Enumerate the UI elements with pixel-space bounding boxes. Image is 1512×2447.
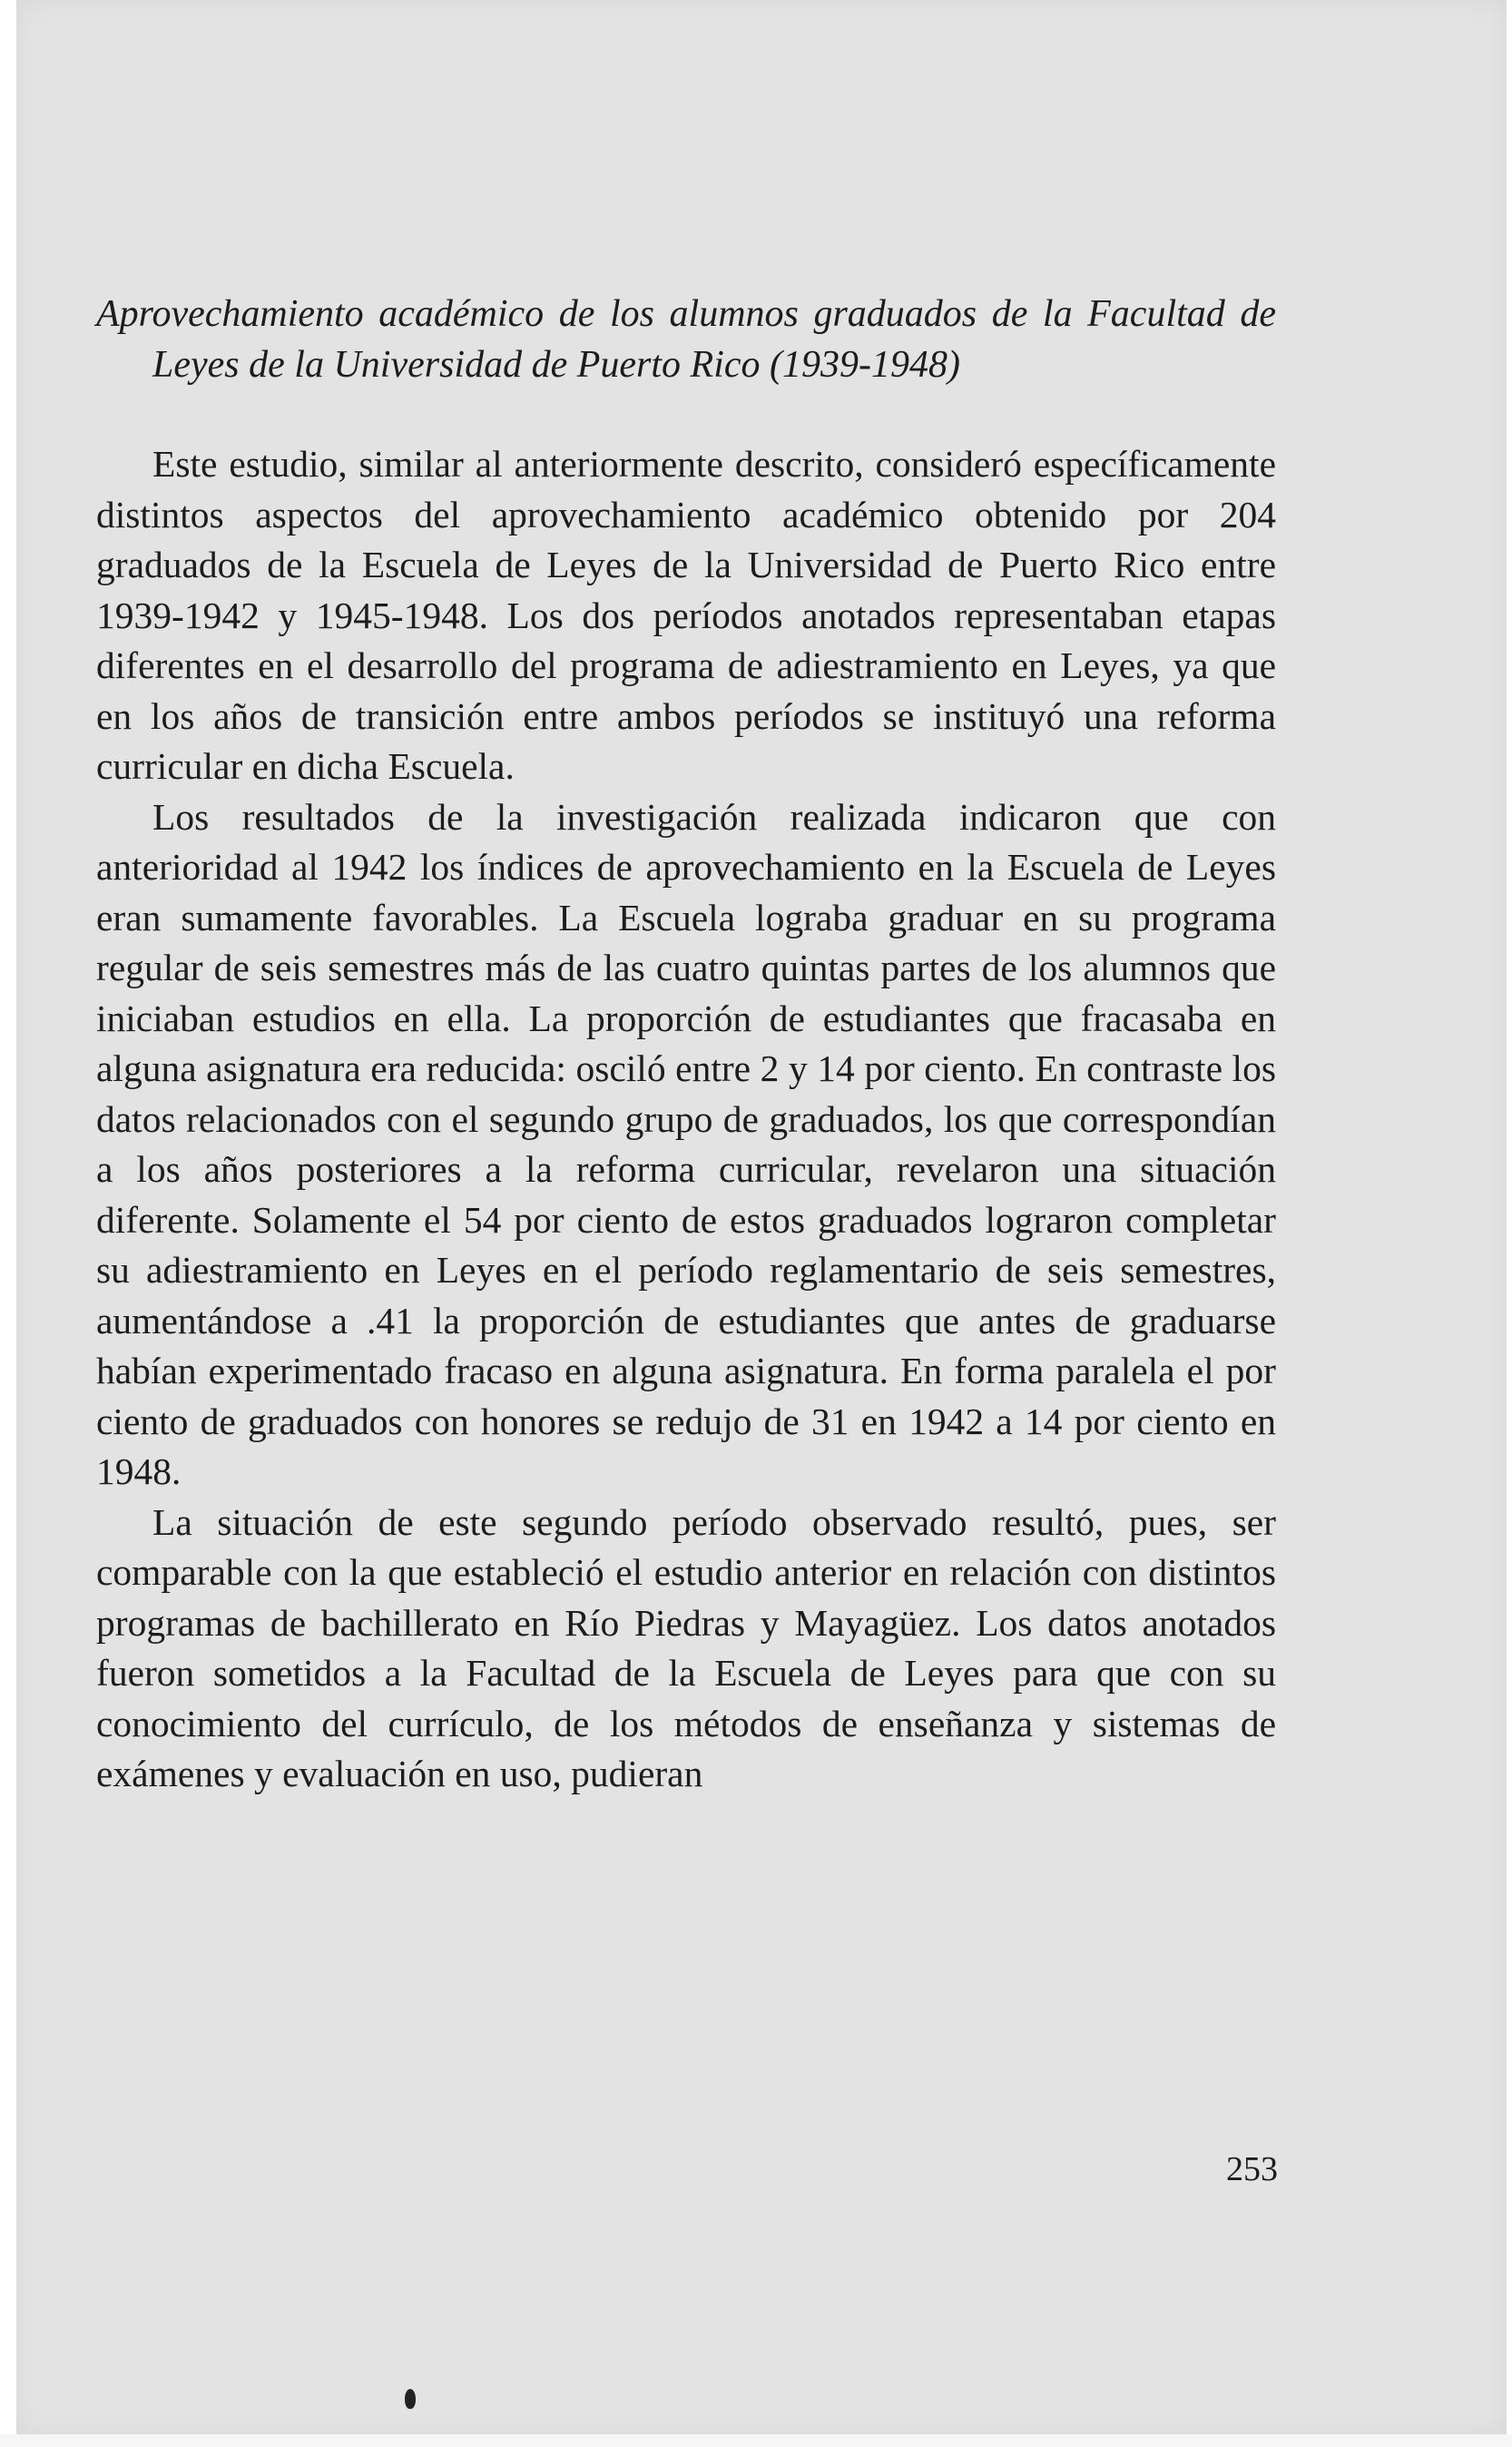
ink-spot: [405, 2389, 416, 2409]
paragraph-2: Los resultados de la investigación realizada indicaron que con anterioridad al 1942 los índices de aprovechamiento en la Escuela de Leyes eran sumamente favorables. La Escuela lograba graduar en su programa regular de seis semestres más de las cuatro quintas partes de los alumnos que iniciaban estudios en ella. La proporción de estudiantes que fracasaba en alguna asignatura era reducida: osciló entre 2 y 14 por ciento. En contraste los datos relacionados con el segundo grupo de graduados, los que correspondían a los años posteriores a la reforma curricular, revelaron una situación diferente. Solamente el 54 por ciento de estos graduados lograron completar su adiestramiento en Leyes en el período reglamentario de seis semestres, aumentándose a .41 la proporción de estudiantes que antes de graduarse habían experimentado fracaso en alguna asignatura. En forma paralela el por ciento de graduados con honores se redujo de 31 en 1942 a 14 por ciento en 1948.: [96, 795, 1276, 1492]
paragraph-1: Este estudio, similar al anteriormente descrito, consideró específicamente distintos aspectos del aprovechamiento académico obtenido por 204 graduados de la Escuela de Leyes de la Universidad de Puerto Rico entre 1939-1942 y 1945-1948. Los dos períodos anotados representaban etapas diferentes en el desarrollo del programa de adiestramiento en Leyes, ya que en los años de transición entre ambos períodos se instituyó una reforma curricular en dicha Escuela.: [96, 443, 1276, 787]
scan-bottom-edge: [0, 2434, 1512, 2447]
page-number: 253: [1226, 2150, 1278, 2188]
book-page: [16, 0, 1507, 2434]
page-content: [96, 289, 1276, 1800]
section-heading: Aprovechamiento académico de los alumnos graduados de la Facultad de Leyes de la Universidad de Puerto Rico (1939-1948): [96, 293, 1276, 386]
paragraph-3: La situación de este segundo período observado resultó, pues, ser comparable con la que estableció el estudio anterior en relación con distintos programas de bachillerato en Río Piedras y Mayagüez. Los datos anotados fueron sometidos a la Facultad de la Escuela de Leyes para que con su conocimiento del currículo, de los métodos de enseñanza y sistemas de exámenes y evaluación en uso, pudieran: [96, 1500, 1276, 1794]
